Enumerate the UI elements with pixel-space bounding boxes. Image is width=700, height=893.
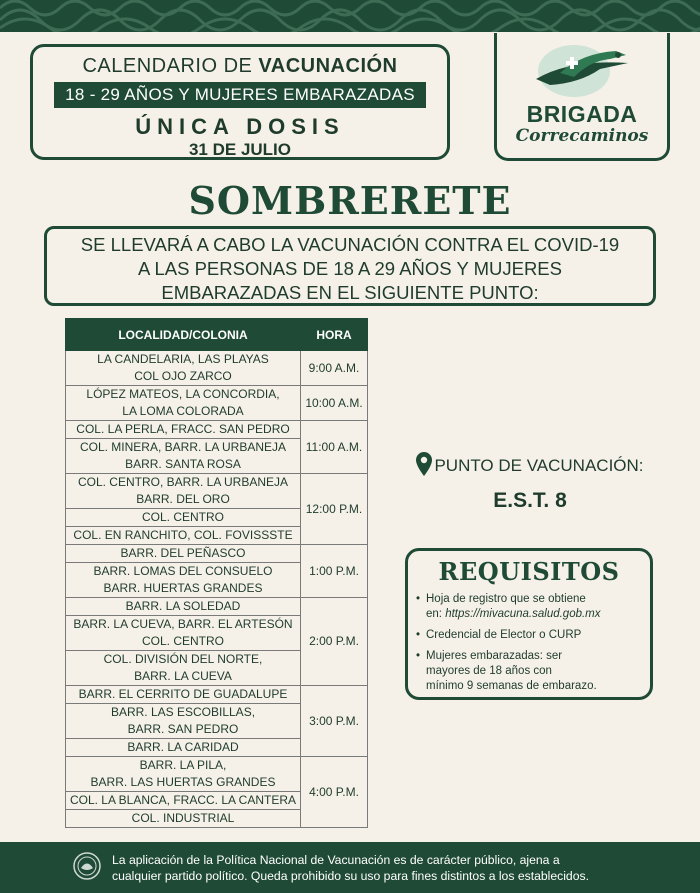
ornament-pattern-icon (0, 0, 700, 32)
hour-cell: 2:00 P.M. (301, 598, 368, 686)
locality-line: LÓPEZ MATEOS, LA CONCORDIA, (86, 387, 280, 401)
map-pin-icon (416, 452, 432, 481)
requirement-3-line-3: mínimo 9 semanas de embarazo. (426, 680, 597, 692)
requirements-box (405, 548, 653, 700)
requirement-1-line-1: Hoja de registro que se obtiene (426, 593, 586, 605)
table-row (66, 598, 368, 616)
intro-message-box (44, 226, 656, 306)
locality-cell (66, 616, 301, 651)
locality-line: LA CANDELARIA, LAS PLAYAS (97, 352, 269, 366)
footer-line-2: cualquier partido político. Queda prohibido su uso para fines distintos a los establecidos. (112, 869, 589, 883)
locality-line: BARR. DEL PEÑASCO (120, 546, 246, 560)
table-row (66, 421, 368, 439)
locality-cell (66, 598, 301, 616)
requirement-2: Credencial de Elector o CURP (426, 629, 582, 641)
schedule-body (66, 351, 368, 828)
vaccination-date: 31 DE JULIO (188, 140, 292, 159)
locality-cell (66, 386, 301, 421)
footer-line-1: La aplicación de la Política Nacional de Vacunación es de carácter público, ajena a (112, 853, 560, 867)
locality-cell (66, 351, 301, 386)
locality-line: COL. DIVISIÓN DEL NORTE, (103, 652, 263, 666)
top-decorative-band (0, 0, 700, 32)
intro-line-1: SE LLEVARÁ A CABO LA VACUNACIÓN CONTRA EL COVID-19 (80, 234, 620, 255)
locality-line: BARR. EL CERRITO DE GUADALUPE (78, 687, 288, 701)
locality-line: BARR. LOMAS DEL CONSUELO (93, 564, 273, 578)
locality-cell (66, 739, 301, 757)
locality-cell (66, 545, 301, 563)
locality-cell (66, 757, 301, 792)
locality-line: COL. CENTRO (141, 510, 224, 524)
hour-cell: 10:00 A.M. (301, 386, 368, 421)
locality-line: COL. INDUSTRIAL (131, 811, 235, 825)
table-row (66, 386, 368, 421)
locality-line: COL. LA BLANCA, FRACC. LA CANTERA (69, 793, 297, 807)
registration-url-link[interactable]: https://mivacuna.salud.gob.mx (445, 608, 601, 620)
town-name: SOMBRERETE (188, 178, 512, 223)
hour-cell: 12:00 P.M. (301, 474, 368, 545)
locality-cell (66, 651, 301, 686)
column-header-hour: HORA (301, 319, 368, 351)
requirements-title: REQUISITOS (438, 557, 620, 586)
intro-line-3: EMBARAZADAS EN EL SIGUIENTE PUNTO: (161, 282, 539, 303)
column-header-locality: LOCALIDAD/COLONIA (66, 319, 301, 351)
brigada-subtitle: Correcaminos (515, 126, 649, 146)
locality-cell (66, 474, 301, 509)
locality-line: COL. CENTRO, BARR. LA URBANEJA (77, 475, 289, 489)
calendar-title-bold: VACUNACIÓN (258, 55, 398, 77)
locality-line: BARR. LA CARIDAD (127, 740, 239, 754)
hour-cell: 9:00 A.M. (301, 351, 368, 386)
calendar-title (33, 55, 447, 78)
table-row (66, 351, 368, 386)
requirement-3-line-2: mayores de 18 años con (426, 665, 552, 677)
requirement-1-prefix: en: (426, 608, 446, 620)
table-row (66, 686, 368, 704)
table-row (66, 474, 368, 509)
locality-cell (66, 421, 301, 439)
hour-cell: 1:00 P.M. (301, 545, 368, 598)
requirement-item (426, 628, 650, 643)
calendar-title-prefix: CALENDARIO DE (82, 55, 253, 77)
hour-cell: 4:00 P.M. (301, 757, 368, 828)
brigada-badge (494, 33, 670, 161)
locality-line: BARR. SAN PEDRO (127, 722, 239, 736)
requirement-item (426, 649, 650, 694)
schedule-table (65, 318, 368, 828)
footer-bar (0, 842, 700, 893)
locality-line: BARR. HUERTAS GRANDES (103, 581, 263, 595)
locality-line: BARR. LA PILA, (139, 758, 227, 772)
requirements-list (408, 592, 650, 694)
intro-line-2: A LAS PERSONAS DE 18 A 29 AÑOS Y MUJERES (138, 258, 562, 279)
hour-cell: 3:00 P.M. (301, 686, 368, 757)
locality-cell (66, 527, 301, 545)
locality-line: BARR. SANTA ROSA (125, 457, 241, 471)
locality-line: BARR. LA CUEVA (134, 669, 232, 683)
vaccination-point-label-row (410, 452, 650, 481)
roadrunner-logo-icon (530, 39, 634, 101)
locality-cell (66, 509, 301, 527)
locality-line: BARR. LAS HUERTAS GRANDES (90, 775, 276, 789)
calendar-header-box (30, 44, 450, 160)
requirement-3-line-1: Mujeres embarazadas: ser (426, 650, 563, 662)
footer-disclaimer (112, 852, 589, 884)
locality-cell (66, 439, 301, 474)
vaccination-point-label: PUNTO DE VACUNACIÓN: (434, 456, 644, 475)
vaccination-point (410, 452, 650, 513)
locality-line: BARR. LAS ESCOBILLAS, (110, 705, 256, 719)
national-seal-icon (72, 851, 102, 881)
vaccination-point-place: E.S.T. 8 (493, 489, 567, 512)
locality-line: COL. LA PERLA, FRACC. SAN PEDRO (76, 422, 290, 436)
locality-line: BARR. DEL ORO (136, 492, 230, 506)
locality-cell (66, 686, 301, 704)
locality-cell (66, 792, 301, 810)
table-row (66, 757, 368, 792)
hour-cell: 11:00 A.M. (301, 421, 368, 474)
locality-cell (66, 563, 301, 598)
locality-line: COL. CENTRO (141, 634, 224, 648)
table-row (66, 545, 368, 563)
locality-line: LA LOMA COLORADA (122, 404, 244, 418)
age-group-band: 18 - 29 AÑOS Y MUJERES EMBARAZADAS (54, 82, 426, 108)
locality-line: BARR. LA CUEVA, BARR. EL ARTESÓN (73, 617, 293, 631)
locality-cell (66, 810, 301, 828)
locality-line: COL. EN RANCHITO, COL. FOVISSSTE (73, 528, 293, 542)
locality-line: BARR. LA SOLEDAD (125, 599, 241, 613)
locality-line: COL. MINERA, BARR. LA URBANEJA (79, 440, 287, 454)
schedule-header-row (66, 319, 368, 351)
requirement-item (426, 592, 650, 622)
dose-label: ÚNICA DOSIS (135, 114, 345, 139)
locality-line: COL OJO ZARCO (134, 369, 232, 383)
locality-cell (66, 704, 301, 739)
brigada-title: BRIGADA (526, 101, 638, 127)
